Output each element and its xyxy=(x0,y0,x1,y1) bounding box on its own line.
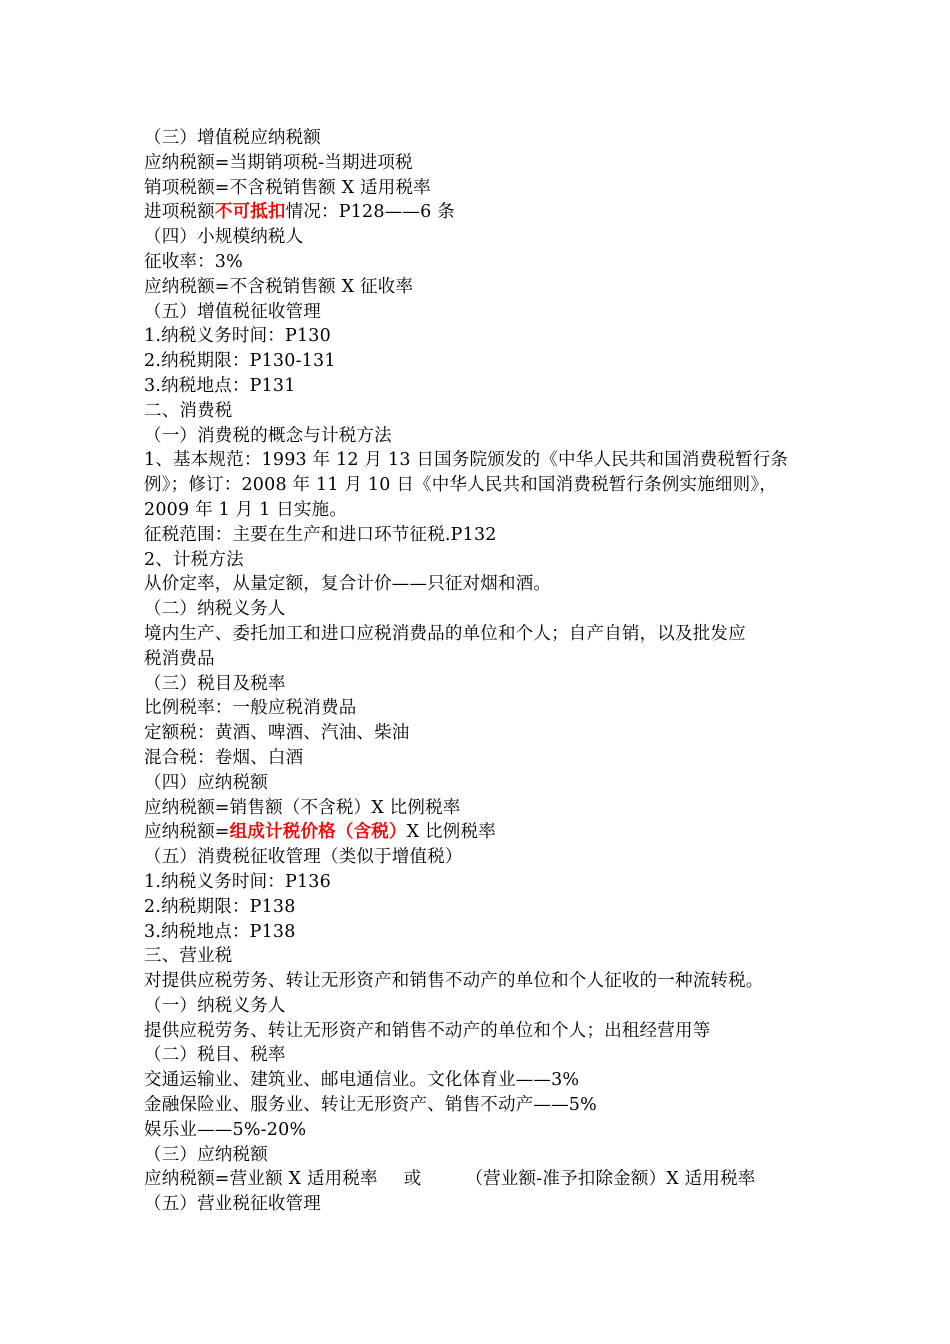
section-heading: （二）税目、税率 xyxy=(144,1045,286,1066)
text-line xyxy=(144,200,824,225)
chapter-heading-consumption-tax: 二、消费税 xyxy=(144,400,233,421)
text-line xyxy=(144,1167,824,1192)
text-line: 从价定率，从量定额，复合计价——只征对烟和酒。 xyxy=(144,574,552,595)
text-line: 3.纳税地点：P131 xyxy=(144,375,296,396)
section-heading: （四）应纳税额 xyxy=(144,772,268,793)
highlight-text: 组成计税价格（含税） xyxy=(229,822,407,843)
text-line: 2、计税方法 xyxy=(144,549,244,570)
text-line: 征税范围：主要在生产和进口环节征税.P132 xyxy=(144,524,497,545)
text-line: 2.纳税期限：P130-131 xyxy=(144,351,336,372)
highlight-text: 不可抵扣 xyxy=(214,202,286,223)
section-heading: （一）消费税的概念与计税方法 xyxy=(144,425,392,446)
section-heading-vat-management: （五）增值税征收管理 xyxy=(144,301,321,322)
text-line: 税消费品 xyxy=(144,648,215,669)
text-line: 应纳税额=销售额（不含税）X 比例税率 xyxy=(144,797,461,818)
text-line: 对提供应税劳务、转让无形资产和销售不动产的单位和个人征收的一种流转税。 xyxy=(144,971,764,992)
text-line: 1.纳税义务时间：P130 xyxy=(144,326,331,347)
text-line: 1、基本规范：1993 年 12 月 13 日国务院颁发的《中华人民共和国消费税暂行条 xyxy=(144,450,789,471)
text-line: 例》；修订：2008 年 11 月 10 日《中华人民共和国消费税暂行条例实施细则》， xyxy=(144,475,777,496)
text-segment: X 比例税率 xyxy=(406,822,496,843)
section-heading: （五）消费税征收管理（类似于增值税） xyxy=(144,847,463,868)
section-heading: （二）纳税义务人 xyxy=(144,599,286,620)
text-line: 征收率：3% xyxy=(144,251,243,272)
section-heading: （一）纳税义务人 xyxy=(144,995,286,1016)
text-line: 3.纳税地点：P138 xyxy=(144,921,296,942)
text-line: 应纳税额=当期销项税-当期进项税 xyxy=(144,152,413,173)
section-heading: （三）应纳税额 xyxy=(144,1144,268,1165)
chapter-heading-business-tax: 三、营业税 xyxy=(144,946,233,967)
text-line: 交通运输业、建筑业、邮电通信业。文化体育业——3% xyxy=(144,1070,580,1091)
text-segment: 应纳税额=营业额 X 适用税率 xyxy=(144,1169,378,1190)
text-line xyxy=(144,820,824,845)
text-line: 1.纳税义务时间：P136 xyxy=(144,871,331,892)
text-segment: 或 xyxy=(403,1169,422,1190)
text-line: 定额税：黄酒、啤酒、汽油、柴油 xyxy=(144,723,410,744)
text-line: 境内生产、委托加工和进口应税消费品的单位和个人；自产自销，以及批发应 xyxy=(144,623,746,644)
section-heading: （五）营业税征收管理 xyxy=(144,1194,321,1215)
text-line: 2009 年 1 月 1 日实施。 xyxy=(144,499,348,520)
text-line: 提供应税劳务、转让无形资产和销售不动产的单位和个人；出租经营用等 xyxy=(144,1020,711,1041)
section-heading-vat-payable: （三）增值税应纳税额 xyxy=(144,128,321,148)
text-segment: 应纳税额= xyxy=(144,822,230,843)
text-line: 混合税：卷烟、白酒 xyxy=(144,747,304,768)
text-line: 比例税率：一般应税消费品 xyxy=(144,698,357,719)
text-line: 金融保险业、服务业、转让无形资产、销售不动产——5% xyxy=(144,1095,597,1116)
text-line: 娱乐业——5%-20% xyxy=(144,1119,307,1140)
text-line: 2.纳税期限：P138 xyxy=(144,896,296,917)
text-segment: 情况：P128——6 条 xyxy=(285,202,455,223)
text-segment: （营业额-准予扣除金额）X 适用税率 xyxy=(465,1169,756,1190)
text-line: 销项税额=不含税销售额 X 适用税率 xyxy=(144,177,431,198)
section-heading: （三）税目及税率 xyxy=(144,673,286,694)
section-heading-small-taxpayer: （四）小规模纳税人 xyxy=(144,227,304,248)
text-line: 应纳税额=不含税销售额 X 征收率 xyxy=(144,276,414,297)
document-body xyxy=(144,126,824,1217)
text-segment: 进项税额 xyxy=(144,202,215,223)
